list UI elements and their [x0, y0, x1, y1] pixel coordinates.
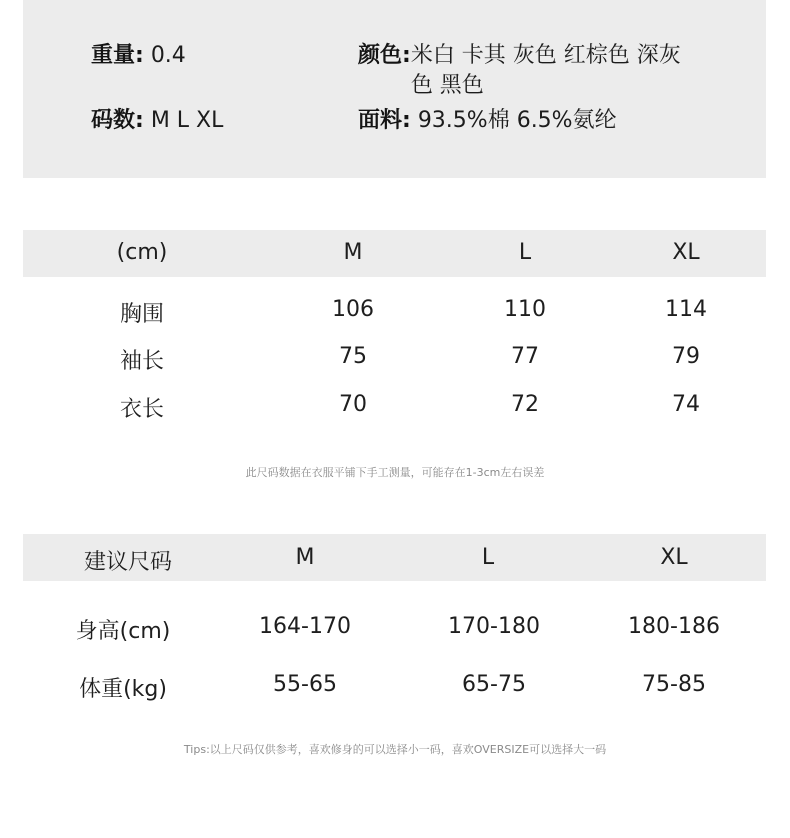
fabric-label: 面料:: [358, 108, 411, 133]
recommend-header-xl: XL: [660, 545, 688, 570]
product-info-panel: [23, 0, 766, 178]
measure-row-label: 袖长: [119, 349, 165, 374]
measure-header-l: L: [518, 240, 532, 265]
measure-header-xl: XL: [672, 240, 700, 265]
recommend-cell: 75-85: [642, 672, 706, 697]
measure-cell: 75: [339, 344, 367, 369]
recommend-cell: 55-65: [273, 672, 337, 697]
measure-row-label: 胸围: [119, 302, 165, 327]
measure-cell: 110: [504, 297, 546, 322]
weight-info: [91, 41, 186, 71]
measure-cell: 70: [339, 392, 367, 417]
colors-info: [358, 41, 708, 101]
weight-value: 0.4: [150, 43, 186, 68]
measure-cell: 114: [665, 297, 707, 322]
recommend-header-title: 建议尺码: [83, 550, 173, 575]
sizes-value: M L XL: [150, 108, 224, 133]
recommend-cell: 65-75: [462, 672, 526, 697]
recommend-cell: 180-186: [628, 614, 720, 639]
fabric-value: 93.5%棉 6.5%氨纶: [417, 108, 617, 133]
recommend-cell: 164-170: [259, 614, 351, 639]
tips-note: Tips:以上尺码仅供参考，喜欢修身的可以选择小一码，喜欢OVERSIZE可以选择大一码: [183, 743, 607, 756]
measure-row-label: 衣长: [119, 397, 165, 422]
measure-cell: 77: [511, 344, 539, 369]
measure-cell: 72: [511, 392, 539, 417]
sizes-info: [91, 106, 223, 136]
measure-cell: 79: [672, 344, 700, 369]
recommend-row-label: 身高(cm): [75, 619, 171, 644]
measure-header-unit: (cm): [116, 240, 168, 265]
fabric-info: [358, 106, 617, 136]
measure-cell: 74: [672, 392, 700, 417]
measure-note: 此尺码数据在衣服平铺下手工测量，可能存在1-3cm左右误差: [245, 466, 545, 479]
recommend-row-label: 体重(kg): [79, 677, 167, 702]
measure-cell: 106: [332, 297, 374, 322]
colors-value: 米白 卡其 灰色 红棕色 深灰色 黑色: [410, 43, 681, 98]
recommend-header-m: M: [295, 545, 315, 570]
recommend-cell: 170-180: [448, 614, 540, 639]
colors-label: 颜色:: [358, 43, 411, 68]
weight-label: 重量:: [91, 43, 144, 68]
measure-header-m: M: [343, 240, 363, 265]
sizes-label: 码数:: [91, 108, 144, 133]
recommend-header-l: L: [481, 545, 495, 570]
